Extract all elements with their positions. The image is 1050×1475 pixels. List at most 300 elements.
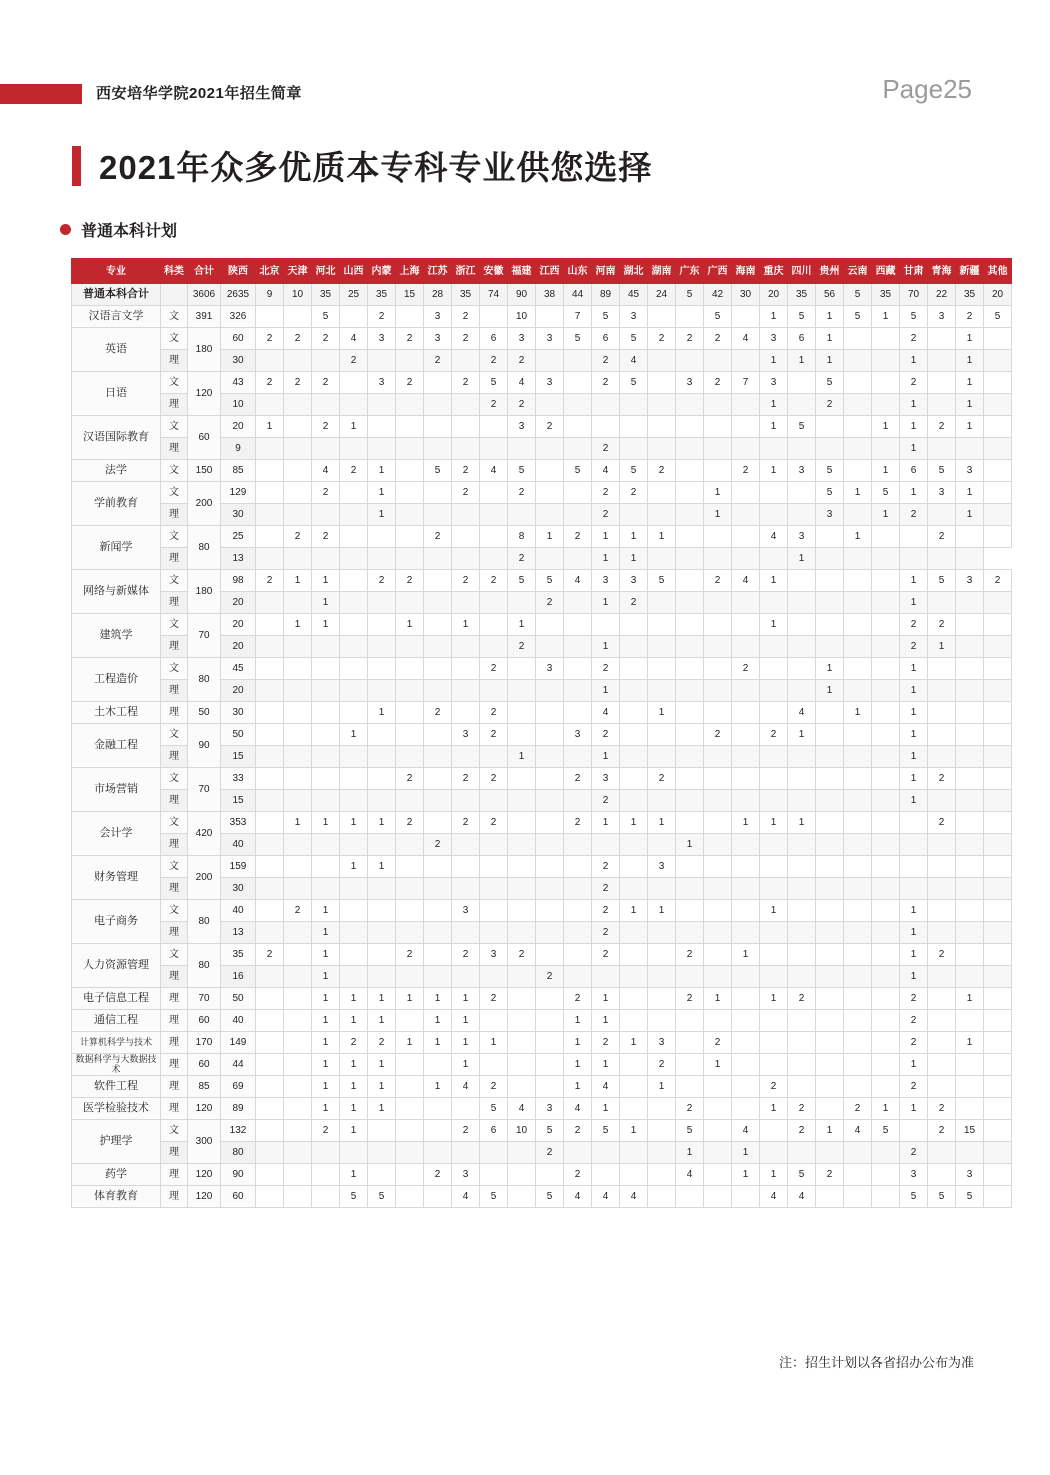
cell-province-value — [816, 438, 844, 460]
cell-province-value: 1 — [956, 482, 984, 504]
cell-province-value — [536, 1032, 564, 1054]
cell-province-value — [984, 856, 1012, 878]
cell-shaanxi: 326 — [221, 306, 256, 328]
col-header-province: 河南 — [592, 259, 620, 284]
cell-province-value: 1 — [620, 548, 648, 570]
cell-province-value: 1 — [620, 526, 648, 548]
cell-province-value — [732, 1076, 760, 1098]
cell-province-value: 2 — [928, 1120, 956, 1142]
cell-province-value: 2 — [564, 526, 592, 548]
cell-province-value — [760, 1032, 788, 1054]
cell-province-value — [900, 548, 928, 570]
cell-category: 理 — [161, 878, 188, 900]
cell-province-value — [844, 944, 872, 966]
cell-province-value — [368, 900, 396, 922]
cell-province-value — [648, 1098, 676, 1120]
cell-total: 80 — [188, 944, 221, 988]
table-row — [72, 1098, 1012, 1120]
cell-province-value — [368, 768, 396, 790]
cell-province-value: 4 — [760, 526, 788, 548]
cell-province-value: 1 — [900, 416, 928, 438]
cell-province-value — [284, 746, 312, 768]
cell-province-value: 1 — [340, 416, 368, 438]
cell-province-value: 2 — [844, 1098, 872, 1120]
cell-province-value: 1 — [620, 1120, 648, 1142]
cell-province-value — [872, 878, 900, 900]
cell-shaanxi: 85 — [221, 460, 256, 482]
cell-province-value: 4 — [312, 460, 340, 482]
cell-province-value — [368, 724, 396, 746]
cell-province-value — [872, 636, 900, 658]
cell-province-value — [928, 1164, 956, 1186]
cell-category: 理 — [161, 1142, 188, 1164]
cell-province-value — [564, 680, 592, 702]
cell-province-value — [256, 746, 284, 768]
cell-province-value — [872, 768, 900, 790]
cell-category: 文 — [161, 372, 188, 394]
cell-province-value: 4 — [620, 1186, 648, 1208]
cell-province-value: 5 — [928, 570, 956, 592]
cell-province-value — [648, 746, 676, 768]
cell-province-value — [984, 790, 1012, 812]
cell-province-value: 2 — [564, 768, 592, 790]
cell-province-value — [648, 350, 676, 372]
cell-province-value: 1 — [760, 988, 788, 1010]
cell-province-value: 5 — [676, 1120, 704, 1142]
cell-province-value — [956, 526, 984, 548]
cell-province-value: 1 — [592, 1098, 620, 1120]
cell-province-value — [788, 504, 816, 526]
cell-province-value — [424, 482, 452, 504]
cell-province-value — [816, 878, 844, 900]
cell-province-value — [284, 1186, 312, 1208]
cell-province-value — [452, 922, 480, 944]
cell-province-value: 2 — [620, 482, 648, 504]
cell-shaanxi: 20 — [221, 636, 256, 658]
cell-province-value: 2 — [592, 482, 620, 504]
cell-province-value: 1 — [760, 570, 788, 592]
cell-province-value — [648, 636, 676, 658]
cell-province-value: 1 — [900, 966, 928, 988]
cell-province-value: 1 — [676, 1142, 704, 1164]
cell-province-value — [816, 702, 844, 724]
cell-province-value — [368, 922, 396, 944]
cell-province-value — [956, 1098, 984, 1120]
cell-province-value: 2 — [480, 1076, 508, 1098]
cell-province-value: 15 — [956, 1120, 984, 1142]
cell-province-value — [284, 856, 312, 878]
cell-category: 理 — [161, 790, 188, 812]
cell-province-value — [928, 922, 956, 944]
cell-province-value: 42 — [704, 284, 732, 306]
cell-province-value: 1 — [760, 812, 788, 834]
title-accent-mark — [72, 146, 81, 186]
cell-province-value — [452, 1142, 480, 1164]
cell-province-value: 5 — [480, 372, 508, 394]
cell-province-value — [844, 680, 872, 702]
cell-province-value: 3 — [956, 570, 984, 592]
col-header-province: 内蒙 — [368, 259, 396, 284]
cell-category: 理 — [161, 592, 188, 614]
cell-province-value — [564, 548, 592, 570]
cell-province-value — [424, 1120, 452, 1142]
cell-category: 文 — [161, 328, 188, 350]
cell-province-value: 2 — [592, 372, 620, 394]
cell-province-value — [760, 482, 788, 504]
cell-province-value — [732, 878, 760, 900]
cell-major-name: 网络与新媒体 — [72, 570, 161, 614]
cell-shaanxi: 353 — [221, 812, 256, 834]
table-row — [72, 526, 1012, 548]
cell-province-value — [368, 790, 396, 812]
cell-province-value — [956, 680, 984, 702]
cell-total: 80 — [188, 658, 221, 702]
cell-province-value: 1 — [592, 680, 620, 702]
cell-province-value: 2 — [676, 944, 704, 966]
cell-province-value — [676, 570, 704, 592]
cell-province-value — [508, 438, 536, 460]
cell-province-value — [480, 790, 508, 812]
cell-province-value: 1 — [872, 416, 900, 438]
cell-province-value: 1 — [648, 702, 676, 724]
cell-province-value — [760, 768, 788, 790]
cell-province-value — [564, 416, 592, 438]
cell-province-value: 2 — [900, 504, 928, 526]
cell-province-value: 1 — [564, 1032, 592, 1054]
cell-major-name: 市场营销 — [72, 768, 161, 812]
cell-province-value: 2 — [368, 1032, 396, 1054]
cell-province-value — [620, 658, 648, 680]
cell-province-value — [648, 416, 676, 438]
cell-province-value — [256, 1010, 284, 1032]
cell-province-value — [312, 350, 340, 372]
cell-province-value: 1 — [312, 812, 340, 834]
cell-province-value: 1 — [284, 570, 312, 592]
cell-province-value: 5 — [648, 570, 676, 592]
header-accent-bar — [0, 84, 82, 104]
cell-province-value — [788, 438, 816, 460]
cell-province-value — [340, 768, 368, 790]
cell-province-value — [788, 746, 816, 768]
cell-province-value — [984, 328, 1012, 350]
cell-province-value — [284, 416, 312, 438]
cell-province-value: 3 — [480, 944, 508, 966]
cell-province-value — [620, 768, 648, 790]
table-row — [72, 658, 1012, 680]
cell-total: 170 — [188, 1032, 221, 1054]
cell-province-value: 4 — [564, 570, 592, 592]
cell-province-value: 5 — [424, 460, 452, 482]
cell-province-value: 2 — [368, 306, 396, 328]
cell-province-value — [984, 1120, 1012, 1142]
cell-province-value — [564, 900, 592, 922]
cell-province-value — [480, 1010, 508, 1032]
cell-province-value — [536, 350, 564, 372]
cell-shaanxi: 149 — [221, 1032, 256, 1054]
cell-province-value — [704, 1164, 732, 1186]
cell-province-value: 1 — [760, 306, 788, 328]
cell-major-name: 工程造价 — [72, 658, 161, 702]
cell-province-value — [256, 1186, 284, 1208]
cell-category: 文 — [161, 658, 188, 680]
cell-province-value: 1 — [424, 1010, 452, 1032]
cell-province-value — [396, 834, 424, 856]
cell-province-value — [508, 922, 536, 944]
cell-province-value: 20 — [984, 284, 1012, 306]
cell-province-value: 4 — [452, 1186, 480, 1208]
cell-province-value — [676, 1010, 704, 1032]
cell-province-value: 2 — [648, 768, 676, 790]
cell-province-value — [340, 900, 368, 922]
cell-province-value: 5 — [592, 306, 620, 328]
cell-province-value: 4 — [676, 1164, 704, 1186]
cell-province-value: 1 — [508, 746, 536, 768]
cell-province-value: 1 — [396, 988, 424, 1010]
cell-province-value: 4 — [564, 1098, 592, 1120]
cell-category: 理 — [161, 1032, 188, 1054]
cell-province-value: 2 — [900, 614, 928, 636]
cell-province-value — [928, 966, 956, 988]
cell-province-value: 2 — [312, 1120, 340, 1142]
cell-province-value — [844, 592, 872, 614]
cell-province-value — [620, 504, 648, 526]
cell-province-value — [396, 394, 424, 416]
cell-province-value: 2 — [900, 328, 928, 350]
cell-province-value — [872, 790, 900, 812]
cell-province-value — [284, 724, 312, 746]
cell-province-value — [872, 614, 900, 636]
cell-province-value: 5 — [872, 482, 900, 504]
cell-province-value — [704, 526, 732, 548]
cell-province-value — [704, 592, 732, 614]
cell-province-value — [704, 834, 732, 856]
cell-province-value: 1 — [900, 394, 928, 416]
cell-province-value — [872, 1032, 900, 1054]
cell-province-value: 2 — [592, 438, 620, 460]
cell-province-value — [396, 680, 424, 702]
cell-province-value — [928, 878, 956, 900]
cell-province-value — [872, 394, 900, 416]
cell-province-value — [256, 1076, 284, 1098]
col-header-province: 四川 — [788, 259, 816, 284]
cell-province-value — [956, 724, 984, 746]
cell-major-name: 人力资源管理 — [72, 944, 161, 988]
cell-province-value — [396, 900, 424, 922]
cell-province-value — [816, 746, 844, 768]
cell-province-value — [732, 1186, 760, 1208]
cell-province-value: 5 — [788, 416, 816, 438]
cell-province-value: 2 — [676, 328, 704, 350]
cell-category: 理 — [161, 438, 188, 460]
cell-province-value: 1 — [788, 350, 816, 372]
cell-province-value — [844, 900, 872, 922]
section-heading: 普通本科计划 — [81, 223, 178, 240]
cell-province-value: 70 — [900, 284, 928, 306]
cell-province-value — [984, 394, 1012, 416]
cell-province-value: 5 — [928, 460, 956, 482]
cell-province-value — [396, 1142, 424, 1164]
cell-province-value: 2 — [284, 526, 312, 548]
cell-province-value — [788, 900, 816, 922]
cell-province-value — [452, 592, 480, 614]
cell-province-value: 2 — [900, 636, 928, 658]
cell-province-value — [536, 394, 564, 416]
cell-province-value — [284, 1142, 312, 1164]
cell-province-value — [256, 834, 284, 856]
cell-province-value — [928, 350, 956, 372]
cell-total: 70 — [188, 614, 221, 658]
cell-province-value — [424, 966, 452, 988]
cell-province-value: 1 — [312, 988, 340, 1010]
cell-province-value — [424, 944, 452, 966]
cell-province-value — [816, 922, 844, 944]
cell-major-name: 汉语言文学 — [72, 306, 161, 328]
cell-shaanxi: 20 — [221, 592, 256, 614]
cell-province-value — [340, 966, 368, 988]
cell-province-value — [704, 746, 732, 768]
cell-province-value — [508, 504, 536, 526]
cell-category: 理 — [161, 746, 188, 768]
cell-province-value: 20 — [760, 284, 788, 306]
cell-province-value: 2 — [396, 944, 424, 966]
cell-province-value: 2 — [508, 482, 536, 504]
cell-province-value: 5 — [536, 570, 564, 592]
cell-province-value: 2 — [564, 988, 592, 1010]
cell-province-value — [592, 834, 620, 856]
cell-province-value — [704, 548, 732, 570]
cell-category: 理 — [161, 988, 188, 1010]
cell-province-value — [424, 1142, 452, 1164]
cell-province-value — [256, 878, 284, 900]
cell-province-value: 3 — [956, 1164, 984, 1186]
col-header-province: 其他 — [984, 259, 1012, 284]
cell-province-value — [704, 438, 732, 460]
cell-province-value: 4 — [788, 702, 816, 724]
cell-province-value — [536, 900, 564, 922]
cell-province-value — [872, 988, 900, 1010]
cell-province-value: 1 — [564, 1054, 592, 1076]
cell-shaanxi: 20 — [221, 416, 256, 438]
cell-province-value — [760, 548, 788, 570]
table-row — [72, 416, 1012, 438]
cell-province-value — [928, 988, 956, 1010]
cell-province-value: 4 — [760, 1186, 788, 1208]
cell-province-value — [844, 570, 872, 592]
cell-province-value — [536, 878, 564, 900]
col-header-total: 合计 — [188, 259, 221, 284]
cell-province-value — [424, 878, 452, 900]
cell-province-value: 5 — [844, 306, 872, 328]
cell-shaanxi: 45 — [221, 658, 256, 680]
bullet-dot-icon — [60, 224, 71, 235]
col-header-province: 湖南 — [648, 259, 676, 284]
cell-province-value — [424, 790, 452, 812]
cell-major-name: 软件工程 — [72, 1076, 161, 1098]
cell-province-value — [956, 592, 984, 614]
cell-province-value: 5 — [340, 1186, 368, 1208]
cell-province-value — [676, 1076, 704, 1098]
cell-province-value — [396, 1076, 424, 1098]
cell-province-value — [340, 1142, 368, 1164]
cell-province-value: 4 — [592, 1186, 620, 1208]
cell-province-value — [816, 768, 844, 790]
cell-province-value: 1 — [312, 1076, 340, 1098]
cell-province-value — [424, 724, 452, 746]
cell-province-value: 1 — [340, 1054, 368, 1076]
cell-province-value — [984, 768, 1012, 790]
cell-province-value: 1 — [592, 746, 620, 768]
cell-province-value: 1 — [564, 1076, 592, 1098]
cell-province-value — [984, 834, 1012, 856]
cell-province-value: 2 — [452, 768, 480, 790]
cell-province-value — [732, 350, 760, 372]
cell-province-value: 2 — [452, 944, 480, 966]
cell-province-value — [284, 702, 312, 724]
cell-province-value — [732, 746, 760, 768]
cell-category: 理 — [161, 922, 188, 944]
cell-province-value — [760, 1120, 788, 1142]
cell-province-value — [424, 1054, 452, 1076]
cell-province-value — [928, 680, 956, 702]
cell-province-value — [368, 746, 396, 768]
cell-province-value: 5 — [536, 1120, 564, 1142]
cell-province-value — [844, 350, 872, 372]
cell-province-value — [284, 834, 312, 856]
cell-total: 80 — [188, 526, 221, 570]
cell-province-value: 35 — [312, 284, 340, 306]
cell-province-value — [508, 1010, 536, 1032]
cell-province-value — [704, 922, 732, 944]
table-row — [72, 1032, 1012, 1054]
cell-province-value — [284, 1032, 312, 1054]
cell-province-value — [788, 680, 816, 702]
cell-province-value: 2 — [900, 1032, 928, 1054]
cell-province-value — [732, 768, 760, 790]
cell-category: 文 — [161, 526, 188, 548]
cell-province-value — [816, 856, 844, 878]
cell-province-value — [956, 438, 984, 460]
cell-province-value — [592, 394, 620, 416]
cell-province-value: 35 — [788, 284, 816, 306]
cell-province-value: 5 — [536, 1186, 564, 1208]
cell-province-value — [480, 306, 508, 328]
cell-province-value — [872, 350, 900, 372]
cell-province-value — [872, 922, 900, 944]
cell-province-value: 7 — [564, 306, 592, 328]
cell-province-value — [452, 680, 480, 702]
cell-province-value: 1 — [312, 592, 340, 614]
cell-province-value — [844, 834, 872, 856]
cell-province-value — [564, 1142, 592, 1164]
cell-province-value: 5 — [676, 284, 704, 306]
cell-province-value — [368, 1120, 396, 1142]
cell-province-value — [732, 922, 760, 944]
cell-province-value — [648, 1164, 676, 1186]
cell-province-value — [928, 746, 956, 768]
cell-province-value — [844, 1186, 872, 1208]
cell-province-value — [984, 614, 1012, 636]
cell-province-value — [676, 790, 704, 812]
table-row — [72, 702, 1012, 724]
cell-province-value: 2 — [480, 768, 508, 790]
cell-province-value: 1 — [648, 1076, 676, 1098]
cell-province-value — [284, 922, 312, 944]
cell-province-value — [648, 944, 676, 966]
cell-province-value — [256, 460, 284, 482]
cell-total: 180 — [188, 328, 221, 372]
cell-province-value — [788, 570, 816, 592]
cell-province-value — [732, 680, 760, 702]
